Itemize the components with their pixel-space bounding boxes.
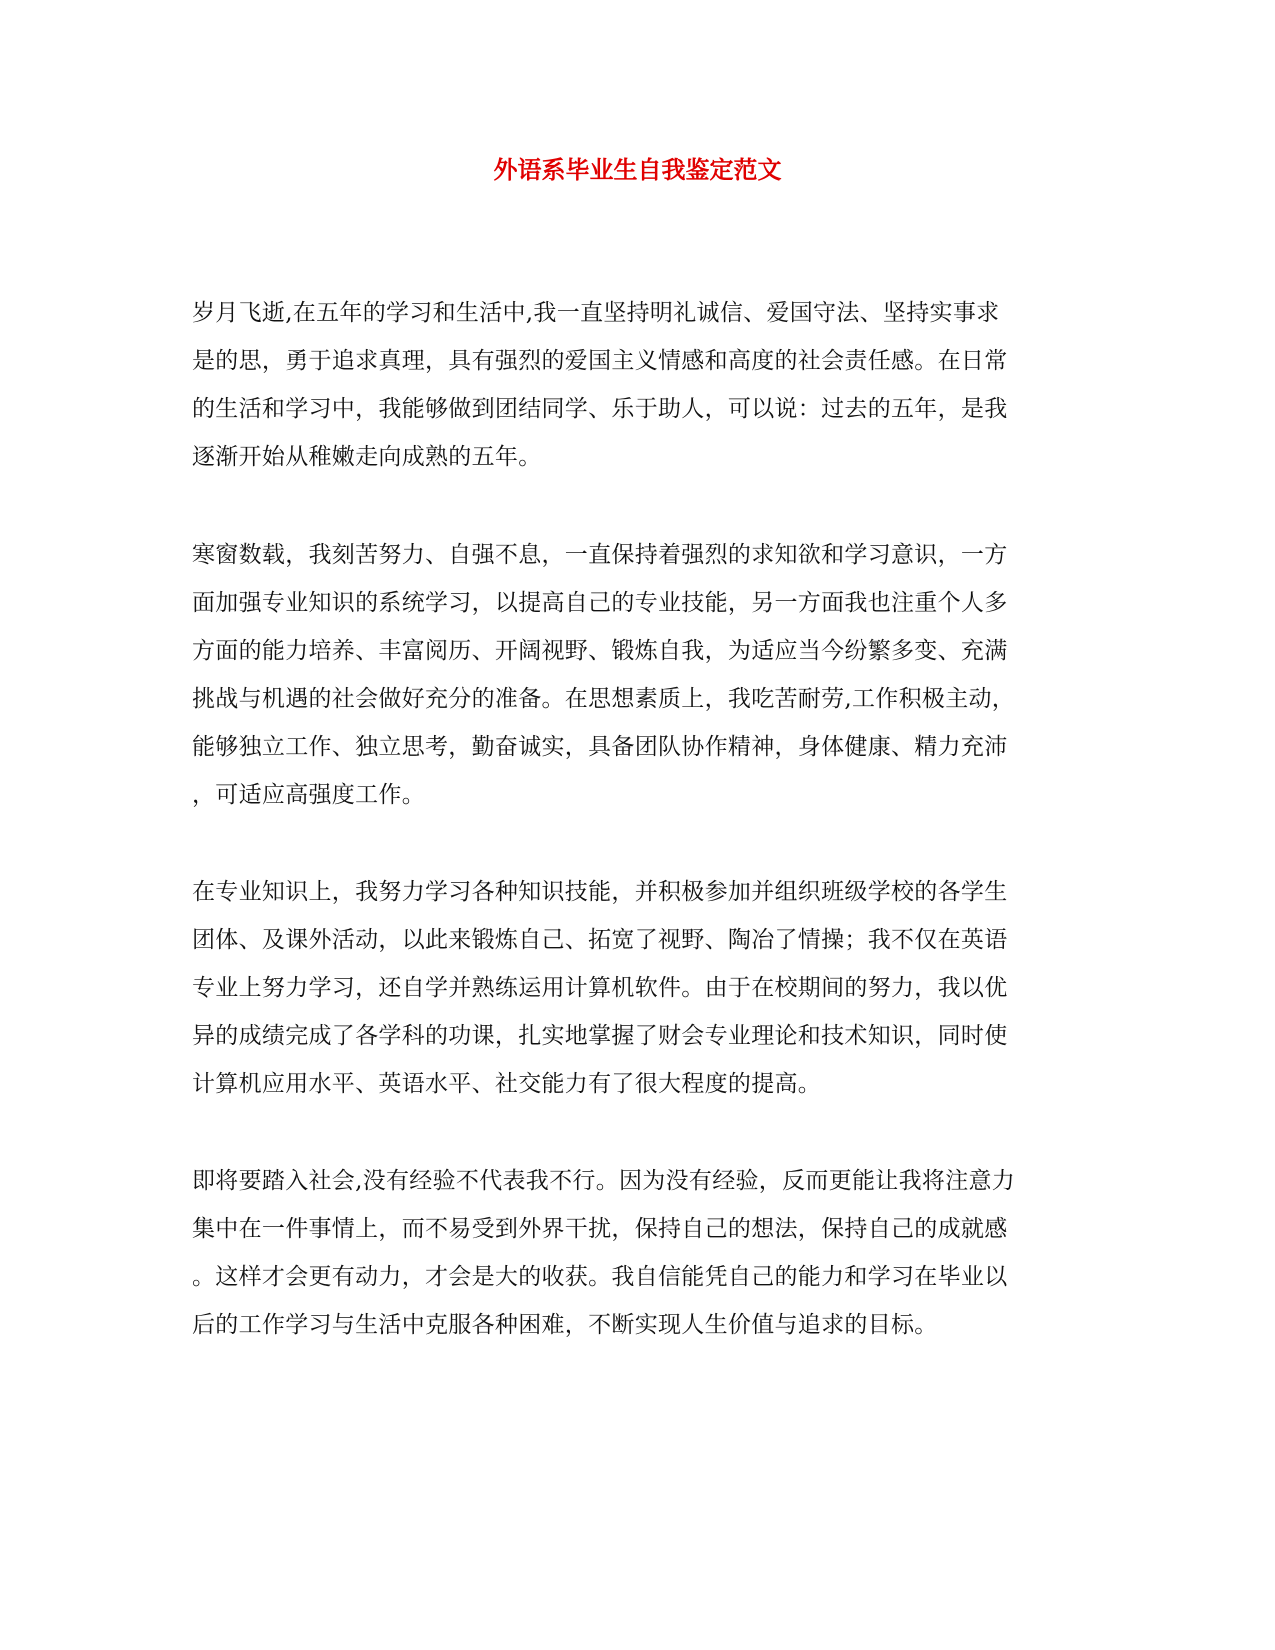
paragraph-line: 即将要踏入社会,没有经验不代表我不行。因为没有经验，反而更能让我将注意力 [192,1168,1016,1194]
paragraph-line: 方面的能力培养、丰富阅历、开阔视野、锻炼自我，为适应当今纷繁多变、充满 [192,638,1008,664]
paragraph-line: 逐渐开始从稚嫩走向成熟的五年。 [192,444,542,470]
paragraph-line: 。这样才会更有动力，才会是大的收获。我自信能凭自己的能力和学习在毕业以 [192,1264,1008,1290]
paragraph-line: 挑战与机遇的社会做好充分的准备。在思想素质上，我吃苦耐劳,工作积极主动， [192,686,1016,712]
paragraph-line: 能够独立工作、独立思考，勤奋诚实，具备团队协作精神，身体健康、精力充沛 [192,734,1008,760]
paragraph-line: 计算机应用水平、英语水平、社交能力有了很大程度的提高。 [192,1071,822,1097]
paragraph-line: 的生活和学习中，我能够做到团结同学、乐于助人，可以说：过去的五年，是我 [192,396,1008,422]
paragraph-line: 集中在一件事情上，而不易受到外界干扰，保持自己的想法，保持自己的成就感 [192,1216,1008,1242]
paragraph-line: 后的工作学习与生活中克服各种困难，不断实现人生价值与追求的目标。 [192,1312,938,1338]
paragraph-line: ，可适应高强度工作。 [192,782,425,808]
paragraph-line: 在专业知识上，我努力学习各种知识技能，并积极参加并组织班级学校的各学生 [192,879,1008,905]
paragraph-3 [192,868,1082,1108]
paragraph-1 [192,289,1082,481]
paragraph-line: 专业上努力学习，还自学并熟练运用计算机软件。由于在校期间的努力，我以优 [192,975,1008,1001]
paragraph-line: 寒窗数载，我刻苦努力、自强不息，一直保持着强烈的求知欲和学习意识，一方 [192,542,1008,568]
paragraph-2 [192,531,1082,819]
paragraph-4 [192,1157,1082,1349]
paragraph-line: 面加强专业知识的系统学习，以提高自己的专业技能，另一方面我也注重个人多 [192,590,1008,616]
paragraph-line: 异的成绩完成了各学科的功课，扎实地掌握了财会专业理论和技术知识，同时使 [192,1023,1008,1049]
paragraph-line: 团体、及课外活动，以此来锻炼自己、拓宽了视野、陶冶了情操；我不仅在英语 [192,927,1008,953]
paragraph-line: 岁月飞逝,在五年的学习和生活中,我一直坚持明礼诚信、爱国守法、坚持实事求 [192,300,1000,326]
document-title: 外语系毕业生自我鉴定范文 [493,155,782,184]
paragraph-line: 是的思，勇于追求真理，具有强烈的爱国主义情感和高度的社会责任感。在日常 [192,348,1008,374]
